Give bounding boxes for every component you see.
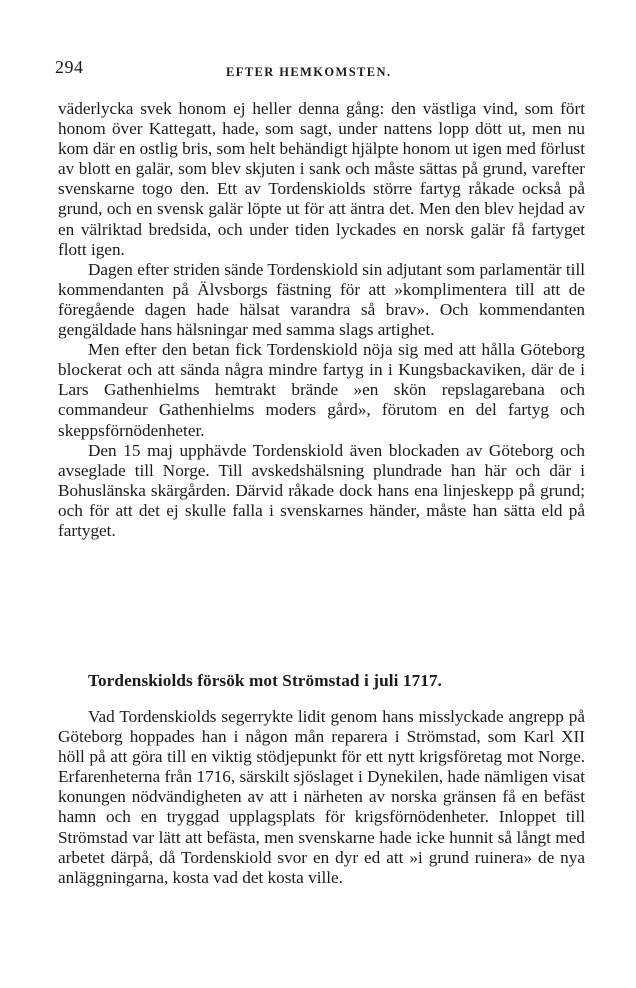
paragraph: Men efter den betan fick Tordenskiold nöja sig med att hålla Göteborg blockerat och att sända några mindre fartyg in i Kungsbackaviken, där de i Lars Gathenhielms hemtrakt brände »en skön repslagarebana och commandeur Gathenhielms moders gård», förutom en del fartyg och skeppsförnödenheter. bbox=[58, 340, 585, 440]
running-head: EFTER HEMKOMSTEN. bbox=[226, 65, 392, 79]
paragraph: väderlycka svek honom ej heller denna gång: den västliga vind, som fört honom över Kattegatt, hade, som sagt, under nattens lopp dött ut, men nu kom där en ostlig bris, som helt behändigt hjälpte honom ut igen med förlust av blott en galär, som blev skjuten i sank och måste sättas på grund, varefter svenskarne togo den. Ett av Tordenskiolds större fartyg råkade också på grund, och en svensk galär löpte ut för att äntra det. Men den blev hejdad av en välriktad bredsida, och under tiden lyckades en norsk galär få fartyget flott igen. bbox=[58, 99, 586, 259]
text-block-1 bbox=[58, 99, 585, 541]
paragraph: Den 15 maj upphävde Tordenskiold även blockaden av Göteborg och avseglade till Norge. Till avskedshälsning plundrade han här och där i Bohuslänska skärgården. Därvid råkade dock hans ena linjeskepp på grund; och för att det ej skulle falla i svenskarnes händer, måste han sätta eld på fartyget. bbox=[58, 440, 585, 540]
page-number: 294 bbox=[55, 57, 84, 77]
section-heading: Tordenskiolds försök mot Strömstad i juli 1717. bbox=[88, 671, 443, 690]
paragraph: Vad Tordenskiolds segerrykte lidit genom hans misslyckade angrepp på Göteborg hoppades han i någon mån reparera i Strömstad, som Karl XII höll på att göra till en viktig stödjepunkt för ett nytt krigsföretag mot Norge. Erfarenheterna från 1716, särskilt sjöslaget i Dynekilen, hade nämligen visat konungen nödvändigheten av att i närheten av norska gränsen få en befäst hamn och en tryggad upplagsplats för krigsförnödenheter. Inloppet till Strömstad var lätt att befästa, men svenskarne hade icke hunnit så långt med arbetet därpå, då Tordenskiold svor en dyr ed att »i grund ruinera» de nya anläggningarna, kosta vad det kosta ville. bbox=[58, 707, 585, 887]
text-block-2 bbox=[58, 707, 585, 888]
paragraph: Dagen efter striden sände Tordenskiold sin adjutant som parlamentär till kommendanten på Älvsborgs fästning för att »komplimentera till att de föregående dagen hade hälsat varandra så brav». Och kommendanten gengäldade hans hälsningar med samma slags artighet. bbox=[58, 259, 585, 340]
